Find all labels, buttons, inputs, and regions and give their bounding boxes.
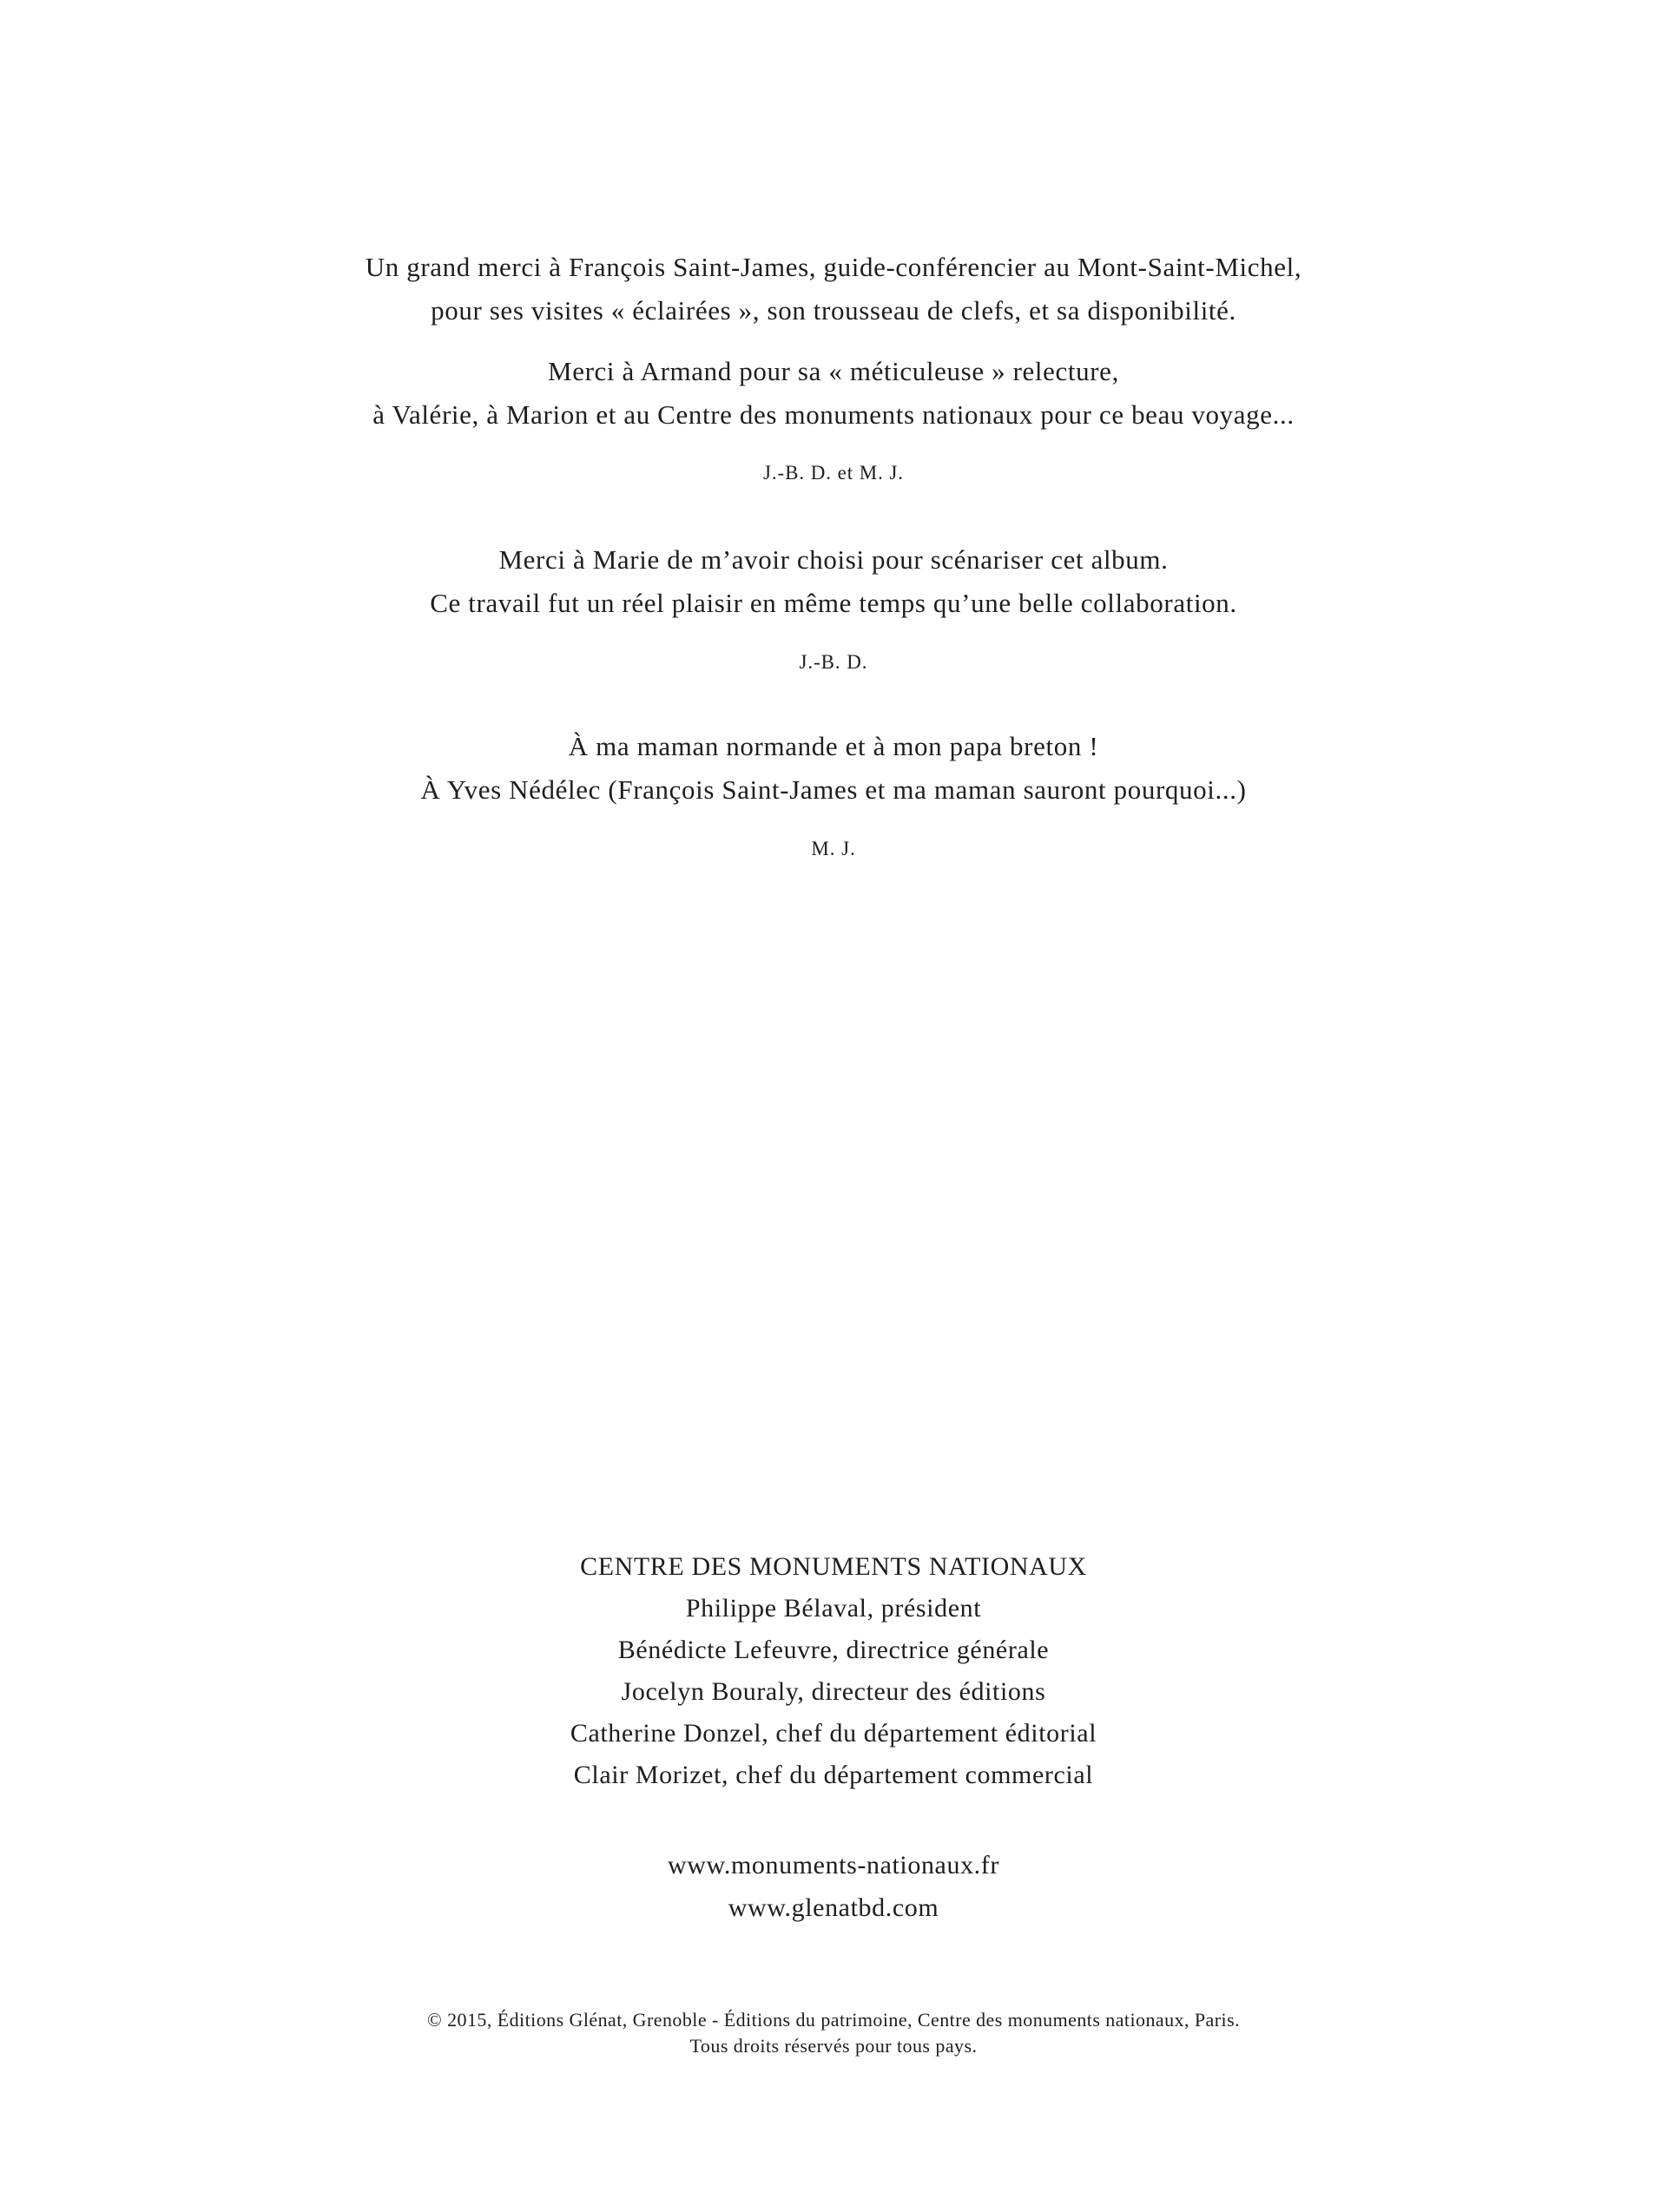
credit-line: Catherine Donzel, chef du département éditorial [570,1719,1097,1748]
credit-line: Clair Morizet, chef du département commercial [573,1761,1094,1789]
signature-jbd-and-mj: J.-B. D. et M. J. [763,462,904,484]
credit-line: Bénédicte Lefeuvre, directrice générale [617,1636,1050,1664]
copyright-line: Tous droits réservés pour tous pays. [689,2035,978,2057]
acknowledgment-line: Ce travail fut un réel plaisir en même temps qu’une belle collaboration. [430,588,1237,618]
website-url-monuments: www.monuments-nationaux.fr [668,1851,999,1880]
publisher-organization-name: CENTRE DES MONUMENTS NATIONAUX [580,1552,1087,1581]
credit-line: Philippe Bélaval, président [685,1594,982,1623]
website-url-glenat: www.glenatbd.com [728,1893,939,1922]
acknowledgment-line: À Yves Nédélec (François Saint-James et ma maman sauront pourquoi...) [420,774,1247,805]
acknowledgment-line: Merci à Marie de m’avoir choisi pour scénariser cet album. [498,544,1169,575]
acknowledgment-line: à Valérie, à Marion et au Centre des monuments nationaux pour ce beau voyage... [372,399,1295,430]
acknowledgment-block-dedicace [0,725,1667,812]
credit-line: Jocelyn Bouraly, directeur des éditions [621,1677,1046,1706]
acknowledgment-block-guide [0,246,1667,332]
signature-jbd: J.-B. D. [799,651,868,673]
acknowledgment-line: Un grand merci à François Saint-James, guide-conférencier au Mont-Saint-Michel, [365,252,1302,282]
websites-block [0,1844,1667,1929]
acknowledgment-block-scenariste [0,538,1667,625]
acknowledgment-line: pour ses visites « éclairées », son trousseau de clefs, et sa disponibilité. [431,295,1236,326]
signature-mj: M. J. [811,838,856,859]
copyright-block [0,2007,1667,2059]
copyright-line: © 2015, Éditions Glénat, Grenoble - Éditions du patrimoine, Centre des monuments nationaux, Paris. [426,2009,1241,2031]
acknowledgment-block-relecture [0,350,1667,437]
acknowledgment-line: À ma maman normande et à mon papa breton ! [568,731,1099,761]
acknowledgment-line: Merci à Armand pour sa « méticuleuse » relecture, [548,356,1119,386]
publisher-credits-block [0,1546,1667,1796]
